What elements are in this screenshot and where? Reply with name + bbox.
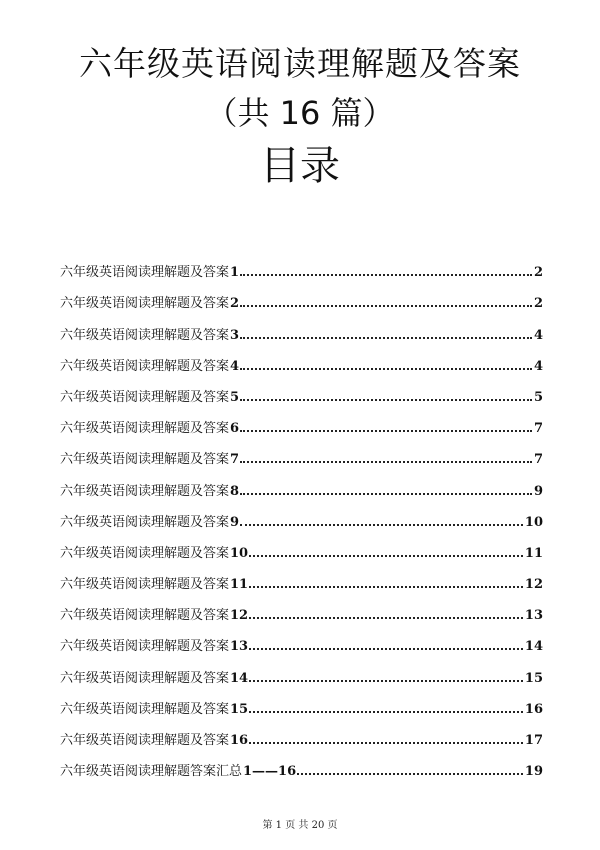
toc-entry-label: 六年级英语阅读理解题及答案 <box>60 296 230 312</box>
toc-entry-page: 2 <box>533 265 543 281</box>
toc-entry[interactable] <box>60 591 543 622</box>
toc-dot-leader <box>249 648 523 650</box>
toc-dot-leader <box>240 524 523 526</box>
toc-entry-number: 5 <box>230 389 240 405</box>
toc-entry-number: 14 <box>230 670 249 686</box>
toc-dot-leader <box>240 305 532 307</box>
toc-entry-number: 4 <box>230 358 240 374</box>
toc-entry-page: 16 <box>524 701 543 717</box>
toc-entry-page: 5 <box>533 389 543 405</box>
toc-entry-label: 六年级英语阅读理解题及答案 <box>60 327 230 343</box>
toc-dot-leader <box>240 337 532 339</box>
page-footer: 第 1 页 共 20 页 <box>262 820 338 831</box>
toc-entry[interactable] <box>60 310 543 341</box>
toc-entry-label: 六年级英语阅读理解题及答案 <box>60 483 230 499</box>
toc-entry-label: 六年级英语阅读理解题及答案 <box>60 577 230 593</box>
toc-dot-leader <box>297 773 523 775</box>
toc-dot-leader <box>249 711 523 713</box>
toc-entry[interactable] <box>60 498 543 529</box>
toc-entry-page: 13 <box>524 608 543 624</box>
toc-entry-number: 16 <box>230 733 249 748</box>
toc-entry-label: 六年级英语阅读理解题及答案 <box>60 514 230 530</box>
toc-entry-page: 19 <box>524 764 543 780</box>
toc-entry-page: 14 <box>524 639 543 655</box>
toc-entry[interactable] <box>60 435 543 466</box>
toc-entry-page: 15 <box>524 670 543 686</box>
toc-entry[interactable] <box>60 716 543 747</box>
document-subtitle: （共 16 篇） <box>205 94 395 132</box>
toc-dot-leader <box>240 274 532 276</box>
toc-entry-label: 六年级英语阅读理解题及答案 <box>60 733 230 748</box>
toc-entry-label: 六年级英语阅读理解题及答案 <box>60 358 230 374</box>
toc-entry-number: 11 <box>230 577 249 593</box>
toc-entry-label: 六年级英语阅读理解题及答案 <box>60 452 230 468</box>
toc-entry[interactable] <box>60 466 543 497</box>
toc-entry-number: 8 <box>230 483 240 499</box>
toc-entry-label: 六年级英语阅读理解题答案汇总 <box>60 764 243 780</box>
toc-dot-leader <box>249 742 523 744</box>
toc-entry[interactable] <box>60 529 543 560</box>
toc-entry-number: 9 <box>230 514 240 530</box>
toc-dot-leader <box>249 555 523 557</box>
table-of-contents <box>60 248 543 778</box>
toc-entry-number: 6 <box>230 421 240 437</box>
toc-entry-label: 六年级英语阅读理解题及答案 <box>60 265 230 281</box>
toc-entry-number: 13 <box>230 639 249 655</box>
toc-entry-page: 4 <box>533 358 543 374</box>
toc-entry-number: 12 <box>230 608 249 624</box>
toc-entry-page: 2 <box>533 296 543 312</box>
toc-entry-number: 7 <box>230 452 240 468</box>
toc-entry-page: 4 <box>533 327 543 343</box>
toc-entry[interactable] <box>60 685 543 716</box>
toc-entry-page: 12 <box>524 577 543 593</box>
toc-entry-page: 7 <box>533 452 543 468</box>
toc-entry-page: 7 <box>533 421 543 437</box>
toc-entry-number: 1——16 <box>243 764 297 780</box>
toc-entry[interactable] <box>60 248 543 279</box>
toc-entry-number: 10 <box>230 545 249 561</box>
toc-entry-number: 3 <box>230 327 240 343</box>
toc-entry-label: 六年级英语阅读理解题及答案 <box>60 389 230 405</box>
toc-dot-leader <box>240 493 532 495</box>
toc-entry-label: 六年级英语阅读理解题及答案 <box>60 639 230 655</box>
toc-entry-page: 9 <box>533 483 543 499</box>
toc-dot-leader <box>249 586 523 588</box>
toc-dot-leader <box>240 430 532 432</box>
toc-dot-leader <box>240 461 532 463</box>
toc-entry[interactable] <box>60 622 543 653</box>
toc-entry-label: 六年级英语阅读理解题及答案 <box>60 701 230 717</box>
toc-entry-page: 11 <box>524 545 543 561</box>
toc-dot-leader <box>240 399 532 401</box>
toc-entry-number: 15 <box>230 701 249 717</box>
toc-heading: 目录 <box>260 143 340 189</box>
toc-entry[interactable] <box>60 747 543 778</box>
toc-entry[interactable] <box>60 342 543 373</box>
toc-entry-page: 10 <box>524 514 543 530</box>
document-title: 六年级英语阅读理解题及答案 <box>79 44 521 83</box>
toc-entry[interactable] <box>60 279 543 310</box>
toc-dot-leader <box>249 617 523 619</box>
toc-entry[interactable] <box>60 560 543 591</box>
toc-entry-label: 六年级英语阅读理解题及答案 <box>60 608 230 624</box>
toc-entry[interactable] <box>60 404 543 435</box>
toc-dot-leader <box>249 680 523 682</box>
toc-entry-label: 六年级英语阅读理解题及答案 <box>60 670 230 686</box>
toc-entry-page: 17 <box>524 733 543 748</box>
toc-entry[interactable] <box>60 373 543 404</box>
toc-entry-label: 六年级英语阅读理解题及答案 <box>60 421 230 437</box>
toc-entry-label: 六年级英语阅读理解题及答案 <box>60 545 230 561</box>
toc-entry-number: 2 <box>230 296 240 312</box>
toc-entry-number: 1 <box>230 265 240 281</box>
toc-entry[interactable] <box>60 653 543 684</box>
toc-dot-leader <box>240 368 532 370</box>
